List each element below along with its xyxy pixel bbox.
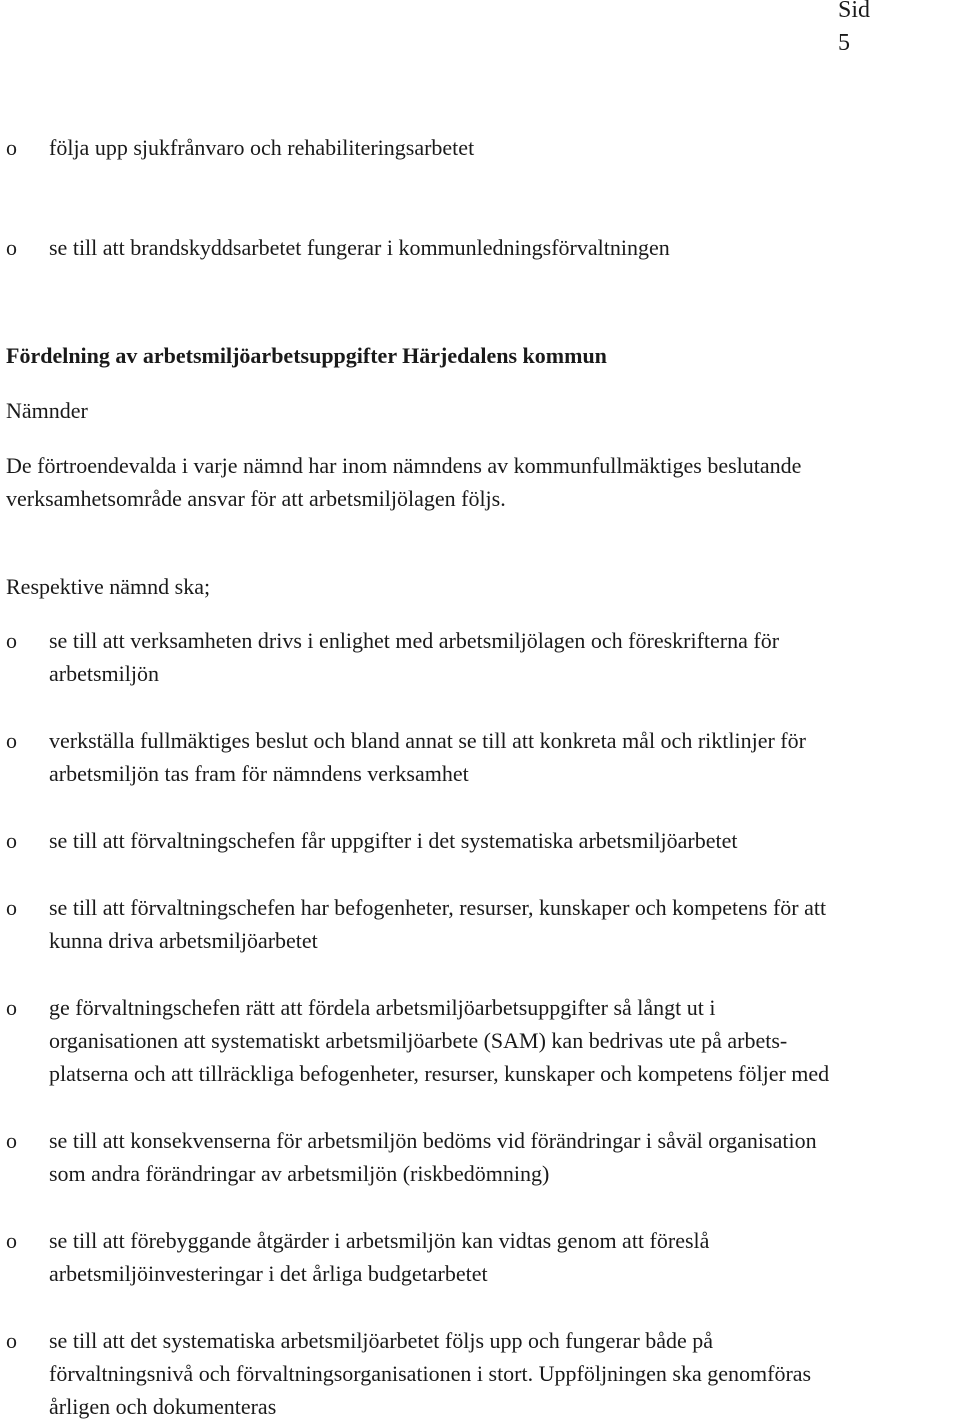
list-item-line: se till att förvaltningschefen får uppgifter i det systematiska arbetsmiljöarbetet xyxy=(49,828,738,853)
bullet-marker: o xyxy=(6,628,17,653)
list-item-line: årligen och dokumenteras xyxy=(49,1394,277,1419)
list-item-line: platserna och att tillräckliga befogenheter, resurser, kunskaper och kompetens följer med xyxy=(49,1061,830,1086)
list-item-line: se till att det systematiska arbetsmiljöarbetet följs upp och fungerar både på xyxy=(49,1328,714,1353)
list-intro: Respektive nämnd ska; xyxy=(6,574,211,599)
list-item-line: arbetsmiljön xyxy=(49,661,159,686)
list-item xyxy=(6,1324,936,1423)
bullet-marker: o xyxy=(6,995,17,1020)
list-item-line: ge förvaltningschefen rätt att fördela arbetsmiljöarbetsuppgifter så långt ut i xyxy=(49,995,716,1020)
bullet-marker: o xyxy=(6,828,17,853)
list-item xyxy=(6,231,936,264)
bullet-marker: o xyxy=(6,1228,17,1253)
list-item xyxy=(6,991,936,1090)
list-item xyxy=(6,131,936,164)
list-item-line: arbetsmiljöinvesteringar i det årliga budgetarbetet xyxy=(49,1261,488,1286)
list-item-text xyxy=(49,1324,936,1423)
list-item-text xyxy=(49,1124,936,1190)
list-item-text: följa upp sjukfrånvaro och rehabiliteringsarbetet xyxy=(49,135,475,160)
list-item-text xyxy=(49,824,936,857)
list-item-text xyxy=(49,991,936,1090)
list-item-text xyxy=(49,1224,936,1290)
paragraph xyxy=(6,449,946,515)
page-label: Sid xyxy=(838,0,871,23)
page-number: 5 xyxy=(838,30,850,56)
paragraph-line: De förtroendevalda i varje nämnd har inom nämndens av kommunfullmäktiges beslutande xyxy=(6,453,802,478)
section-title: Fördelning av arbetsmiljöarbetsuppgifter Härjedalens kommun xyxy=(6,343,607,368)
list-item-line: förvaltningsnivå och förvaltningsorganisationen i stort. Uppföljningen ska genomföras xyxy=(49,1361,812,1386)
bullet-marker: o xyxy=(6,728,17,753)
bullet-marker: o xyxy=(6,235,17,260)
list-item xyxy=(6,824,936,857)
list-item-line: som andra förändringar av arbetsmiljön (riskbedömning) xyxy=(49,1161,550,1186)
list-item-text xyxy=(49,891,936,957)
list-item-text xyxy=(49,624,936,690)
list-item xyxy=(6,1224,936,1290)
list-item-line: organisationen att systematiskt arbetsmiljöarbete (SAM) kan bedrivas ute på arbets- xyxy=(49,1028,788,1053)
list-item-line: kunna driva arbetsmiljöarbetet xyxy=(49,928,318,953)
list-item-line: verkställa fullmäktiges beslut och bland annat se till att konkreta mål och riktlinjer för xyxy=(49,728,806,753)
list-item-line: arbetsmiljön tas fram för nämndens verksamhet xyxy=(49,761,469,786)
list-item xyxy=(6,724,936,790)
list-item xyxy=(6,891,936,957)
section-subtitle: Nämnder xyxy=(6,398,88,423)
list-item xyxy=(6,1124,936,1190)
bullet-marker: o xyxy=(6,895,17,920)
paragraph-line: verksamhetsområde ansvar för att arbetsmiljölagen följs. xyxy=(6,486,506,511)
page-header xyxy=(838,0,948,60)
bullet-marker: o xyxy=(6,1328,17,1353)
list-item-text xyxy=(49,724,936,790)
bullet-marker: o xyxy=(6,1128,17,1153)
list-item xyxy=(6,624,936,690)
list-item-text: se till att brandskyddsarbetet fungerar i kommunledningsförvaltningen xyxy=(49,235,670,260)
list-item-line: se till att förvaltningschefen har befogenheter, resurser, kunskaper och kompetens för att xyxy=(49,895,827,920)
list-item-line: se till att konsekvenserna för arbetsmiljön bedöms vid förändringar i såväl organisation xyxy=(49,1128,817,1153)
bullet-marker: o xyxy=(6,135,17,160)
list-item-line: se till att förebyggande åtgärder i arbetsmiljön kan vidtas genom att föreslå xyxy=(49,1228,710,1253)
list-item-line: se till att verksamheten drivs i enlighet med arbetsmiljölagen och föreskrifterna för xyxy=(49,628,780,653)
